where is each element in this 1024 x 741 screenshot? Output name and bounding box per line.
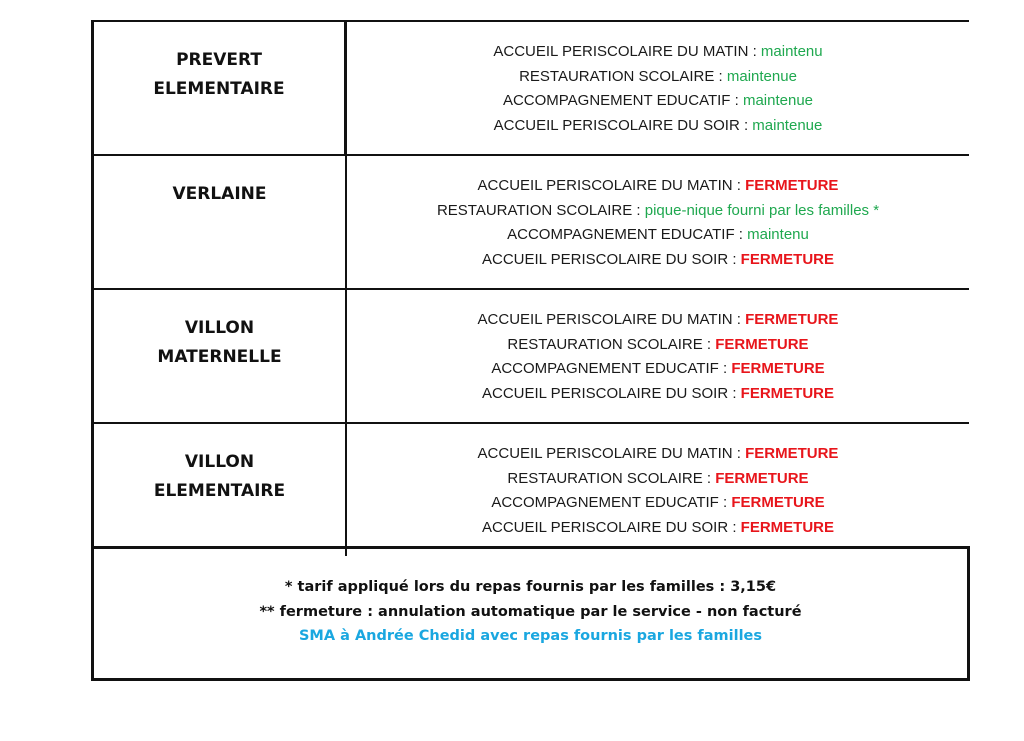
footnote-closure: ** fermeture : annulation automatique par le service - non facturé	[259, 603, 802, 620]
service-line	[493, 40, 822, 65]
school-name-cell	[91, 290, 347, 422]
table-row	[91, 154, 969, 288]
service-status: maintenu	[760, 43, 823, 60]
services-cell	[347, 424, 969, 556]
service-line	[478, 308, 839, 333]
service-label: ACCUEIL PERISCOLAIRE DU SOIR :	[481, 384, 741, 402]
services-cell	[347, 22, 969, 154]
school-name-line2: ELEMENTAIRE	[153, 481, 286, 501]
service-label: ACCOMPAGNEMENT EDUCATIF :	[502, 92, 743, 110]
service-status: maintenue	[752, 116, 823, 134]
service-status: FERMETURE	[740, 384, 834, 402]
service-status: FERMETURE	[731, 494, 825, 512]
footnote-sma: SMA à Andrée Chedid avec repas fournis par les familles	[298, 628, 763, 644]
service-status: maintenu	[747, 226, 809, 244]
service-label: ACCUEIL PERISCOLAIRE DU SOIR :	[493, 116, 753, 134]
table-row	[91, 288, 969, 422]
service-line	[478, 174, 839, 199]
school-name-line1: VERLAINE	[172, 184, 267, 204]
service-label: ACCOMPAGNEMENT EDUCATIF :	[507, 226, 748, 244]
service-status: maintenue	[726, 67, 797, 85]
school-name-cell	[91, 424, 347, 556]
service-label: ACCUEIL PERISCOLAIRE DU MATIN :	[477, 177, 746, 194]
service-status: pique-nique fourni par les familles *	[644, 201, 880, 219]
services-cell	[347, 290, 969, 422]
service-status: FERMETURE	[745, 445, 839, 462]
services-cell	[347, 156, 969, 288]
service-label: ACCOMPAGNEMENT EDUCATIF :	[491, 360, 732, 378]
schools-table	[91, 20, 969, 556]
service-label: ACCOMPAGNEMENT EDUCATIF :	[491, 494, 732, 512]
service-line	[491, 357, 824, 382]
service-line	[507, 467, 808, 492]
service-label: ACCUEIL PERISCOLAIRE DU SOIR :	[481, 250, 741, 268]
service-label: ACCUEIL PERISCOLAIRE DU SOIR :	[481, 518, 741, 536]
service-label: ACCUEIL PERISCOLAIRE DU MATIN :	[477, 445, 746, 462]
service-line	[491, 491, 824, 516]
service-line	[507, 333, 808, 358]
service-line	[519, 65, 797, 90]
footnotes-box	[91, 546, 970, 681]
service-label: ACCUEIL PERISCOLAIRE DU MATIN :	[493, 43, 761, 60]
school-name-line1: VILLON	[184, 452, 255, 472]
service-label: RESTAURATION SCOLAIRE :	[519, 67, 727, 85]
service-line	[507, 223, 809, 248]
table-row	[91, 422, 969, 556]
service-status: maintenue	[742, 92, 814, 110]
service-line	[482, 248, 834, 273]
service-label: RESTAURATION SCOLAIRE :	[436, 201, 645, 219]
school-name-cell	[91, 156, 347, 288]
service-status: FERMETURE	[731, 360, 825, 378]
service-status: FERMETURE	[715, 335, 809, 353]
school-name-line2: MATERNELLE	[157, 347, 282, 367]
service-line	[482, 516, 834, 541]
service-status: FERMETURE	[745, 177, 839, 194]
service-status: FERMETURE	[715, 469, 809, 487]
service-status: FERMETURE	[745, 311, 839, 328]
service-line	[482, 382, 834, 407]
school-name-cell	[91, 22, 347, 154]
service-label: ACCUEIL PERISCOLAIRE DU MATIN :	[477, 311, 746, 328]
table-row	[91, 20, 969, 154]
service-line	[503, 89, 813, 114]
service-label: RESTAURATION SCOLAIRE :	[507, 335, 716, 353]
service-line	[478, 442, 839, 467]
service-line	[494, 114, 823, 139]
school-name-line1: VILLON	[184, 318, 255, 338]
footnote-tariff: * tarif appliqué lors du repas fournis par les familles : 3,15€	[284, 579, 777, 595]
service-line	[437, 199, 879, 224]
service-status: FERMETURE	[740, 518, 834, 536]
school-name-line1: PREVERT	[176, 50, 262, 70]
service-status: FERMETURE	[740, 250, 834, 268]
school-name-line2: ELEMENTAIRE	[153, 79, 285, 99]
service-label: RESTAURATION SCOLAIRE :	[507, 469, 716, 487]
